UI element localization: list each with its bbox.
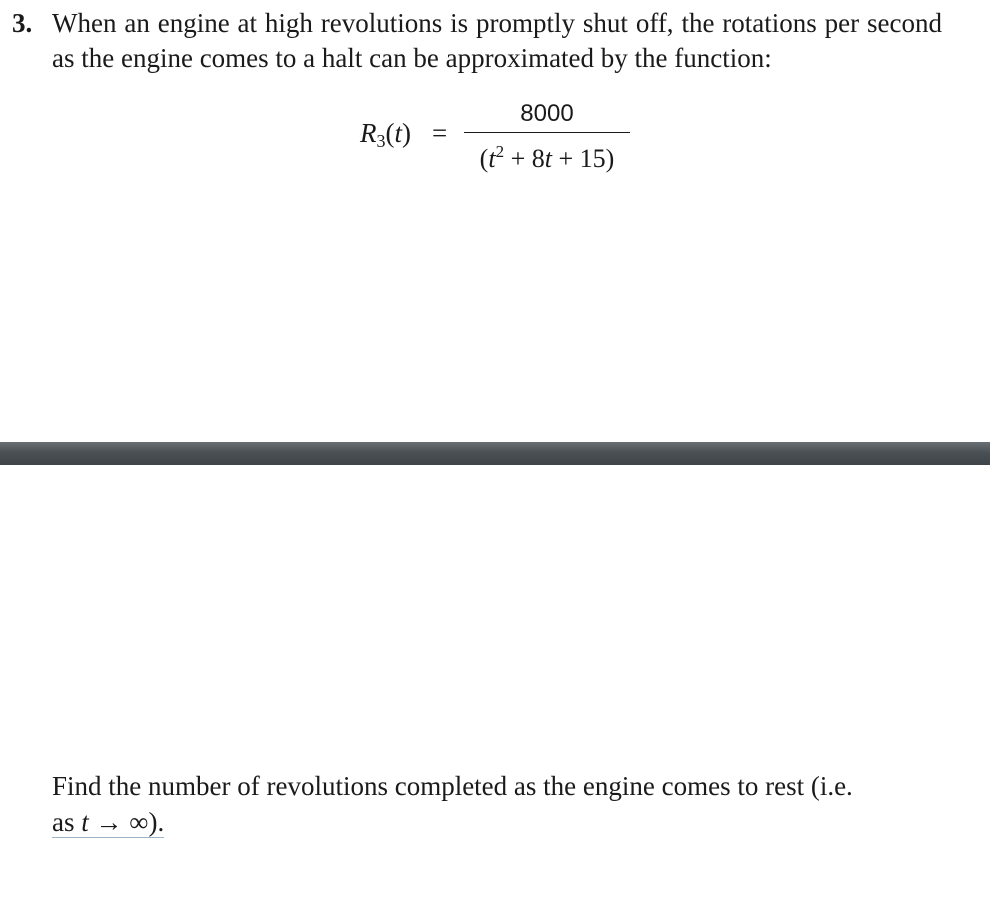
equation-close-paren: ) <box>402 118 412 148</box>
denominator-open: ( <box>479 144 489 173</box>
problem-number: 3. <box>12 8 33 38</box>
denominator-middle: + 8 <box>504 144 545 173</box>
equation-subscript: 3 <box>376 131 386 151</box>
question-tail <box>52 807 164 838</box>
question-text: Find the number of revolutions completed as the engine comes to rest (i.e. <box>52 771 853 801</box>
fraction-numerator: 8000 <box>520 100 574 127</box>
problem-question <box>52 768 942 840</box>
equation-argument: t <box>394 118 403 148</box>
equation-equals: = <box>432 118 448 148</box>
question-var: t <box>81 807 89 837</box>
problem-intro-text: When an engine at high revolutions is promptly shut off, the rotations per second as the engine comes to a halt can be approximated by the function: <box>52 8 942 73</box>
equation-symbol: R <box>360 118 377 148</box>
denominator-tail: + 15) <box>551 144 615 173</box>
question-suffix: → ∞). <box>88 807 165 837</box>
equation-open-paren: ( <box>385 118 395 148</box>
denominator-exponent: 2 <box>495 142 505 161</box>
rotation-equation <box>360 98 640 178</box>
fraction-denominator <box>464 135 630 176</box>
denominator-var: t <box>488 144 496 173</box>
equation-fraction <box>464 98 630 176</box>
question-prefix: as <box>52 807 82 837</box>
equation-lhs <box>360 118 411 152</box>
problem-statement <box>12 6 942 76</box>
section-divider-bar <box>0 442 990 465</box>
fraction-bar <box>464 132 630 133</box>
denominator-var-2: t <box>544 144 552 173</box>
